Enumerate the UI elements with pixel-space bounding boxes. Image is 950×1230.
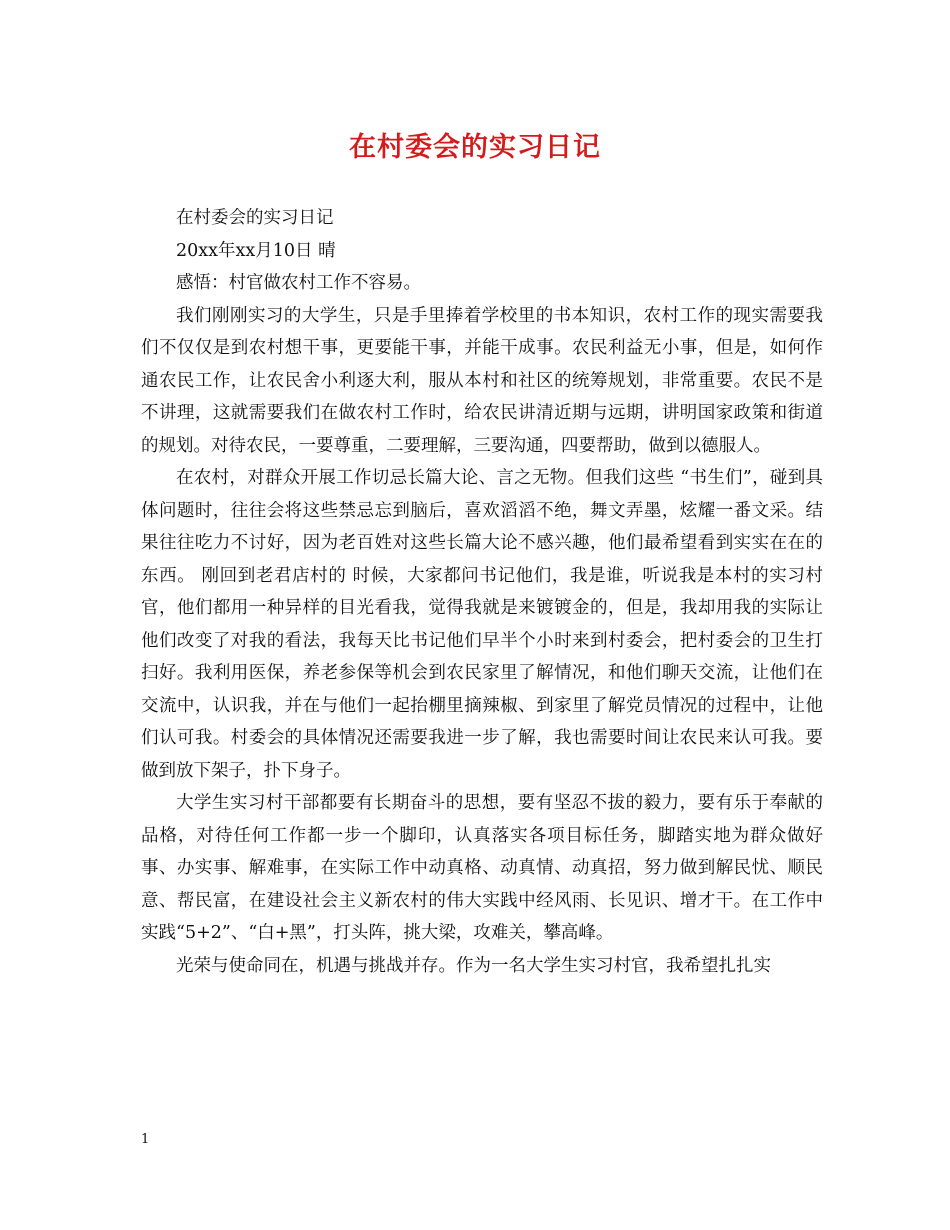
paragraph: 大学生实习村干部都要有长期奋斗的思想，要有坚忍不拔的毅力，要有乐于奉献的品格，对待任何工作都一步一个脚印，认真落实各项目标任务，脚踏实地为群众做好事、办实事、解难事，在实际工作中动真格、动真情、动真招，努力做到解民忧、顺民意、帮民富，在建设社会主义新农村的伟大实践中经风雨、长见识、增才干。在工作中实践“5+2”、“白+黑”，打头阵，挑大梁，攻难关，攀高峰。 (141, 793, 823, 943)
page-number: 1 (141, 1132, 150, 1147)
paragraph: 在农村，对群众开展工作切忌长篇大论、言之无物。但我们这些 “书生们”，碰到具体问题时，往往会将这些禁忌忘到脑后，喜欢滔滔不绝，舞文弄墨，炫耀一番文采。结果往往吃力不讨好，因为老百姓对这些长篇大论不感兴趣，他们最希望看到实实在在的东西。 刚回到老君店村的 时候，大家都问书记他们，我是谁，听说我是本村的实习村官，他们都用一种异样的目光看我，觉得我就是来镀镀金的，但是，我却用我的实际让他们改变了对我的看法，我每天比书记他们早半个小时来到村委会，把村委会的卫生打扫好。我利用医保，养老参保等机会到农民家里了解情况，和他们聊天交流，让他们在交流中，认识我，并在与他们一起抬棚里摘辣椒、到家里了解党员情况的过程中，让他们认可我。村委会的具体情况还需要我进一步了解，我也需要时间让农民来认可我。要做到放下架子，扑下身子。 (141, 468, 823, 781)
paragraph-heading: 在村委会的实习日记 (176, 208, 334, 228)
paragraph: 光荣与使命同在，机遇与挑战并存。作为一名大学生实习村官，我希望扎扎实 (176, 955, 771, 976)
document-title: 在村委会的实习日记 (349, 132, 601, 163)
document-body (141, 202, 823, 982)
paragraph: 我们刚刚实习的大学生，只是手里捧着学校里的书本知识，农村工作的现实需要我们不仅仅是到农村想干事，更要能干事，并能干成事。农民利益无小事，但是，如何作通农民工作，让农民舍小利逐大利，服从本村和社区的统筹规划，非常重要。农民不是不讲理，这就需要我们在做农村工作时，给农民讲清近期与远期，讲明国家政策和街道的规划。对待农民，一要尊重，二要理解，三要沟通，四要帮助，做到以德服人。 (141, 305, 823, 456)
paragraph-date: 20xx年xx月10日 晴 (176, 240, 336, 261)
paragraph-insight: 感悟：村官做农村工作不容易。 (176, 273, 421, 293)
